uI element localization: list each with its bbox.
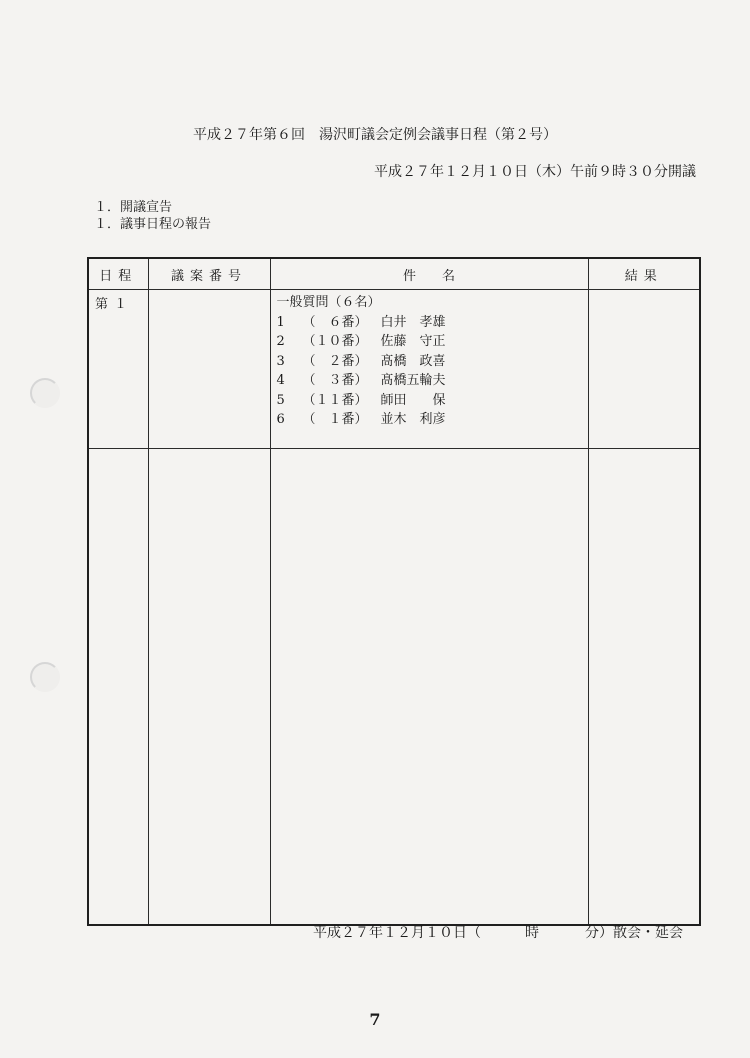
bill-number-cell <box>148 290 270 449</box>
header-subject: 件 名 <box>270 258 588 290</box>
preamble-item: １．議事日程の報告 <box>94 217 212 232</box>
adjournment-line <box>313 922 683 942</box>
page-number: 7 <box>369 1010 381 1029</box>
day-cell: 第１ <box>88 290 148 449</box>
adjournment-date: 平成２７年１２月１０日（ <box>313 925 481 941</box>
table-row-empty <box>88 449 700 926</box>
questioner-line: 5 （１１番） 師田 保 <box>276 392 446 408</box>
opening-datetime: 平成２７年１２月１０日（木）午前９時３０分開議 <box>374 164 696 180</box>
empty-cell <box>588 449 700 926</box>
questioner-line: 2 （１０番） 佐藤 守正 <box>276 334 446 349</box>
punch-hole-mark <box>30 378 60 408</box>
empty-cell <box>270 449 588 926</box>
result-cell <box>588 290 700 449</box>
questioner-line: 6 （ １番） 並木 利彦 <box>276 412 446 427</box>
empty-cell <box>148 449 270 926</box>
empty-cell <box>88 449 148 926</box>
page-title: 平成２７年第６回 湯沢町議会定例会議事日程（第２号） <box>193 127 557 143</box>
punch-hole-mark <box>30 662 60 692</box>
table-header-row <box>88 258 700 290</box>
preamble-item: １．開議宣告 <box>94 200 173 215</box>
agenda-table <box>87 257 701 926</box>
adjournment-suffix: 分）散会・延会 <box>585 925 683 941</box>
agenda-preamble <box>94 199 211 233</box>
header-day: 日程 <box>88 258 148 290</box>
adjournment-hour-label: 時 <box>525 925 539 941</box>
questioner-line: 1 （ ６番） 白井 孝雄 <box>276 314 446 330</box>
subject-title: 一般質問（６名） <box>276 295 381 310</box>
subject-cell <box>270 290 588 449</box>
table-row <box>88 290 700 449</box>
questioner-line: 3 （ ２番） 髙橋 政喜 <box>276 353 446 369</box>
questioner-line: 4 （ ３番） 髙橋五輪夫 <box>276 373 446 388</box>
header-bill-number: 議案番号 <box>148 258 270 290</box>
header-result: 結果 <box>588 258 700 290</box>
